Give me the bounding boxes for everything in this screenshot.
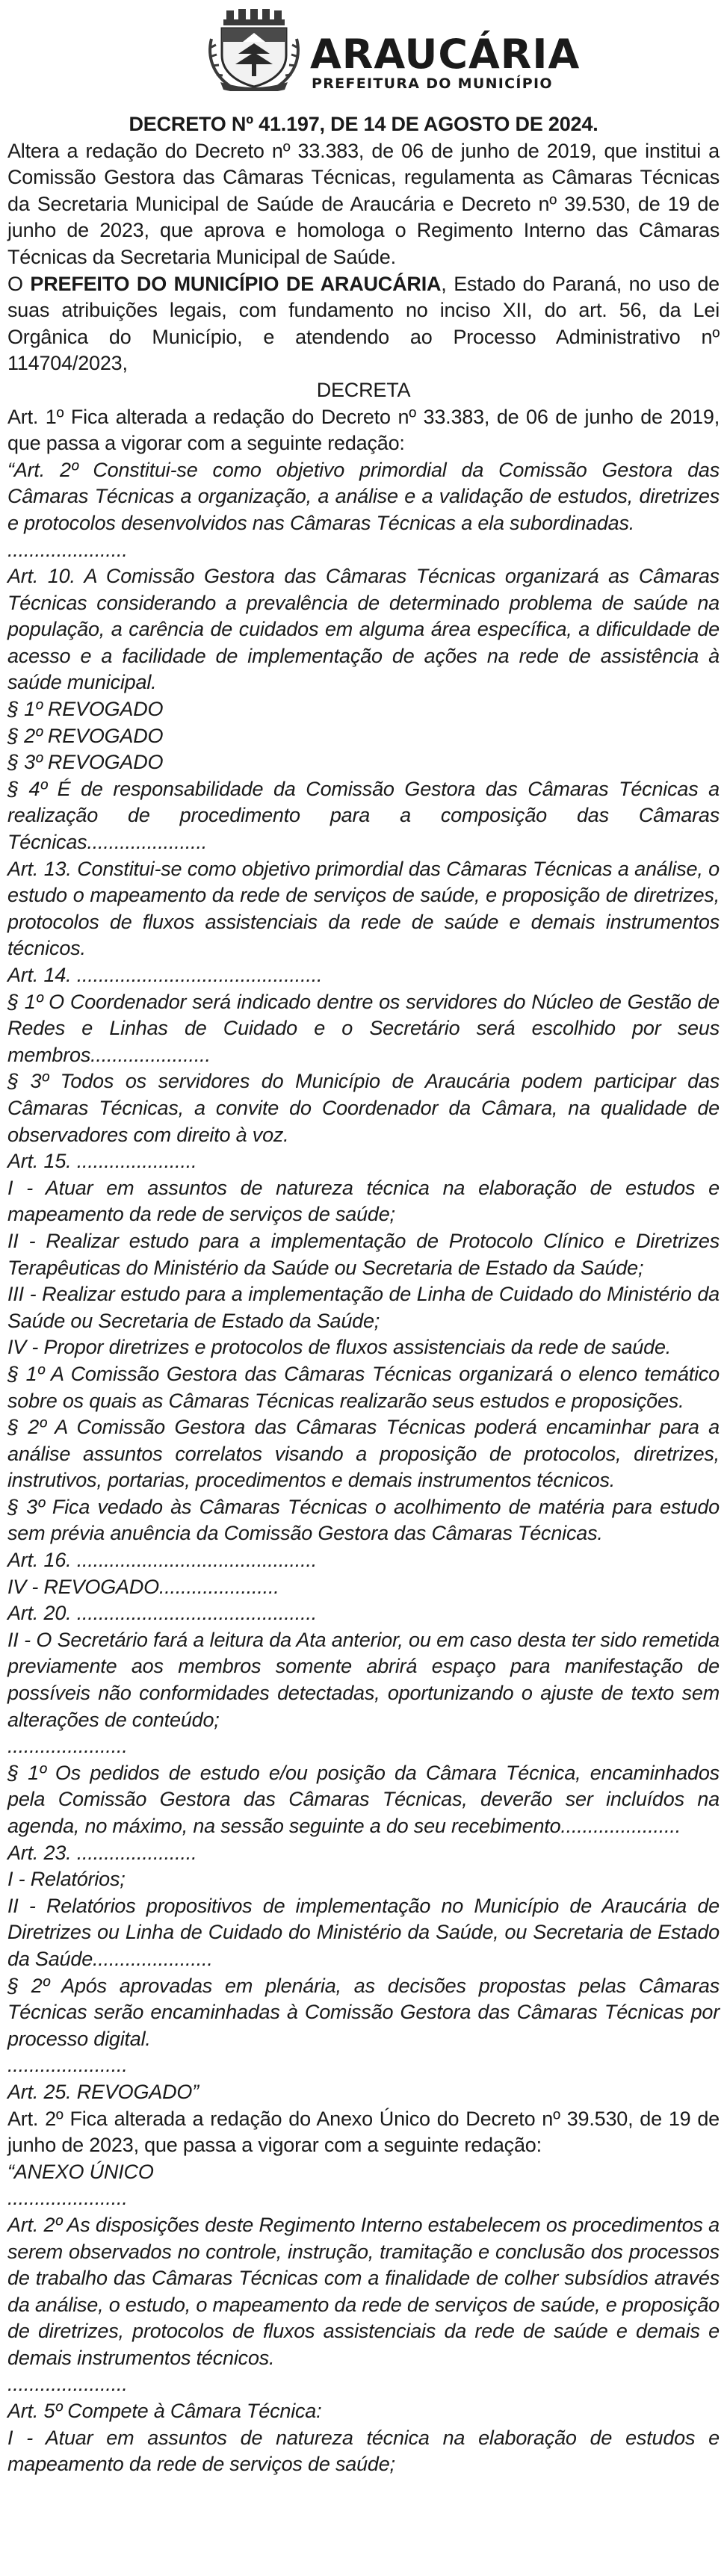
quoted-art-23-ii: II - Relatórios propositivos de implementação no Município de Araucária de Diretrizes ou Linha de Cuidado do Ministério da Saúde, ou Secretaria de Estado da Saúde...................... (7, 1894, 720, 1970)
quoted-art-15-p3: § 3º Fica vedado às Câmaras Técnicas o acolhimento de matéria para estudo sem prévia anuência da Comissão Gestora das Câmaras Técnicas. (7, 1495, 720, 1545)
quoted-art-10-p2: § 2º REVOGADO (7, 724, 164, 747)
quoted-art-23-p2: § 2º Após aprovadas em plenária, as decisões propostas pelas Câmaras Técnicas serão encaminhadas à Comissão Gestora das Câmaras Técnicas por processo digital. (7, 1974, 720, 2050)
quoted-art-10-p4: § 4º É de responsabilidade da Comissão Gestora das Câmaras Técnicas a realização de procedimento para a composição das Câmaras Técnicas...................... (7, 777, 720, 854)
quoted-art-25: Art. 25. REVOGADO” (7, 2080, 199, 2103)
quoted-art-15-i: I - Atuar em assuntos de natureza técnica na elaboração de estudos e mapeamento da rede de serviços de saúde; (7, 1176, 720, 1226)
preamble (7, 271, 720, 377)
quoted-art-14-p3: § 3º Todos os servidores do Município de Araucária podem participar das Câmaras Técnicas, a convite do Coordenador da Câmara, na qualidade de observadores com direito à voz. (7, 1070, 720, 1146)
ellipsis-line: ...................... (7, 2187, 128, 2210)
header (7, 0, 720, 101)
brand-name: ARAUCÁRIA (310, 31, 581, 78)
quoted-anexo-title: “ANEXO ÚNICO (7, 2160, 154, 2183)
preamble-text: , Estado do Paraná, no uso de suas atribuições legais, com fundamento no inciso XII, do art. 56, da Lei Orgânica do Município, e atendendo ao Processo Administrativo nº 114704/2023, (7, 272, 720, 375)
quoted-art-15-iii: III - Realizar estudo para a implementação de Linha de Cuidado do Ministério da Saúde ou Secretaria de Estado da Saúde; (7, 1283, 720, 1332)
article-2: Art. 2º Fica alterada a redação do Anexo Único do Decreto nº 39.530, de 19 de junho de 2023, que passa a vigorar com a seguinte redação: (7, 2107, 720, 2157)
quoted-art-23: Art. 23. ...................... (7, 1841, 197, 1864)
quoted-art-20-p1: § 1º Os pedidos de estudo e/ou posição da Câmara Técnica, encaminhados pela Comissão Gestora das Câmaras Técnicas, deverão ser incluídos na agenda, no máximo, na sessão seguinte a do seu recebimento...................... (7, 1761, 720, 1837)
quoted-art-15-p1: § 1º A Comissão Gestora das Câmaras Técnicas organizará o elenco temático sobre os quais as Câmaras Técnicas realizarão seus estudos e proposições. (7, 1362, 720, 1412)
quoted-art-20: Art. 20. ............................................ (7, 1602, 318, 1625)
quoted-anexo-art-2: Art. 2º As disposições deste Regimento Interno estabelecem os procedimentos a serem observados no controle, instrução, tramitação e conclusão dos processos de trabalho das Câmaras Técnicas com a finalidade de colher subsídios através da análise, o estudo, o mapeamento da rede de serviços de saúde, e proposição de diretrizes, protocolos de fluxos assistenciais da rede de saúde e demais e demais instrumentos técnicos. (7, 2213, 720, 2369)
quoted-art-15-iv: IV - Propor diretrizes e protocolos de fluxos assistenciais da rede de saúde. (7, 1336, 672, 1359)
quoted-art-15-ii: II - Realizar estudo para a implementação de Protocolo Clínico e Diretrizes Terapêuticas do Ministério da Saúde ou Secretaria de Estado da Saúde; (7, 1229, 720, 1279)
ellipsis-line: ...................... (7, 1735, 128, 1758)
quoted-art-13: Art. 13. Constitui-se como objetivo primordial das Câmaras Técnicas a análise, o estudo o mapeamento da rede de serviços de saúde, e proposição de diretrizes, protocolos de fluxos assistenciais da rede de saúde e demais instrumentos técnicos. (7, 857, 720, 960)
ellipsis-line: ...................... (7, 2373, 128, 2396)
quoted-anexo-art-5: Art. 5º Compete à Câmara Técnica: (7, 2400, 322, 2423)
decreta-heading: DECRETA (316, 378, 411, 401)
ellipsis-line: ...................... (7, 538, 128, 561)
brand-subtitle: PREFEITURA DO MUNICÍPIO (312, 75, 553, 92)
prefeitura-logo (205, 9, 581, 92)
document-body (7, 138, 720, 2478)
quoted-art-16: Art. 16. ............................................ (7, 1549, 318, 1572)
quoted-art-15-p2: § 2º A Comissão Gestora das Câmaras Técnicas poderá encaminhar para a análise assuntos correlatos visando a proposição de protocolos, diretrizes, instrutivos, portarias, procedimentos e demais instrumentos técnicos. (7, 1416, 720, 1492)
ementa: Altera a redação do Decreto nº 33.383, de 06 de junho de 2019, que institui a Comissão Gestora das Câmaras Técnicas, regulamenta as Câmaras Técnicas da Secretaria Municipal de Saúde de Araucária e Decreto nº 39.530, de 19 de junho de 2023, que aprova e homologa o Regimento Interno das Câmaras Técnicas da Secretaria Municipal de Saúde. (7, 139, 720, 268)
quoted-art-15: Art. 15. ...................... (7, 1150, 197, 1173)
article-1: Art. 1º Fica alterada a redação do Decreto nº 33.383, de 06 de junho de 2019, que passa a vigorar com a seguinte redação: (7, 405, 720, 455)
quoted-art-14: Art. 14. ............................................. (7, 964, 323, 986)
quoted-anexo-art-5-i: I - Atuar em assuntos de natureza técnica na elaboração de estudos e mapeamento da rede de serviços de saúde; (7, 2426, 720, 2476)
preamble-authority: PREFEITO DO MUNICÍPIO DE ARAUCÁRIA (30, 272, 442, 295)
ellipsis-line: ...................... (7, 2054, 128, 2077)
quoted-art-2: “Art. 2º Constitui-se como objetivo primordial da Comissão Gestora das Câmaras Técnicas a organização, a análise e a validação de estudos, diretrizes e protocolos desenvolvidos nas Câmaras Técnicas a ela subordinadas. (7, 458, 720, 534)
quoted-art-10: Art. 10. A Comissão Gestora das Câmaras Técnicas organizará as Câmaras Técnicas considerando a prevalência de determinado problema de saúde na população, a carência de cuidados em alguma área específica, a dificuldade de acesso e a facilidade de implementação de ações na rede de assistência à saúde municipal. (7, 565, 720, 694)
quoted-art-16-iv: IV - REVOGADO...................... (7, 1575, 279, 1598)
quoted-art-20-ii: II - O Secretário fará a leitura da Ata anterior, ou em caso desta ter sido remetida previamente aos membros somente abrirá espaço para manifestação de possíveis não conformidades detectadas, oportunizando o ajuste de texto sem alterações de conteúdo; (7, 1628, 720, 1731)
municipal-coat-of-arms-icon (205, 9, 303, 91)
quoted-art-14-p1: § 1º O Coordenador será indicado dentre os servidores do Núcleo de Gestão de Redes e Linhas de Cuidado e o Secretário será escolhido por seus membros...................... (7, 990, 720, 1066)
quoted-art-10-p3: § 3º REVOGADO (7, 751, 164, 774)
quoted-art-10-p1: § 1º REVOGADO (7, 698, 164, 721)
quoted-art-23-i: I - Relatórios; (7, 1868, 126, 1891)
page-title: DECRETO Nº 41.197, DE 14 DE AGOSTO DE 2024. (129, 113, 598, 135)
preamble-lead: O (7, 272, 31, 295)
